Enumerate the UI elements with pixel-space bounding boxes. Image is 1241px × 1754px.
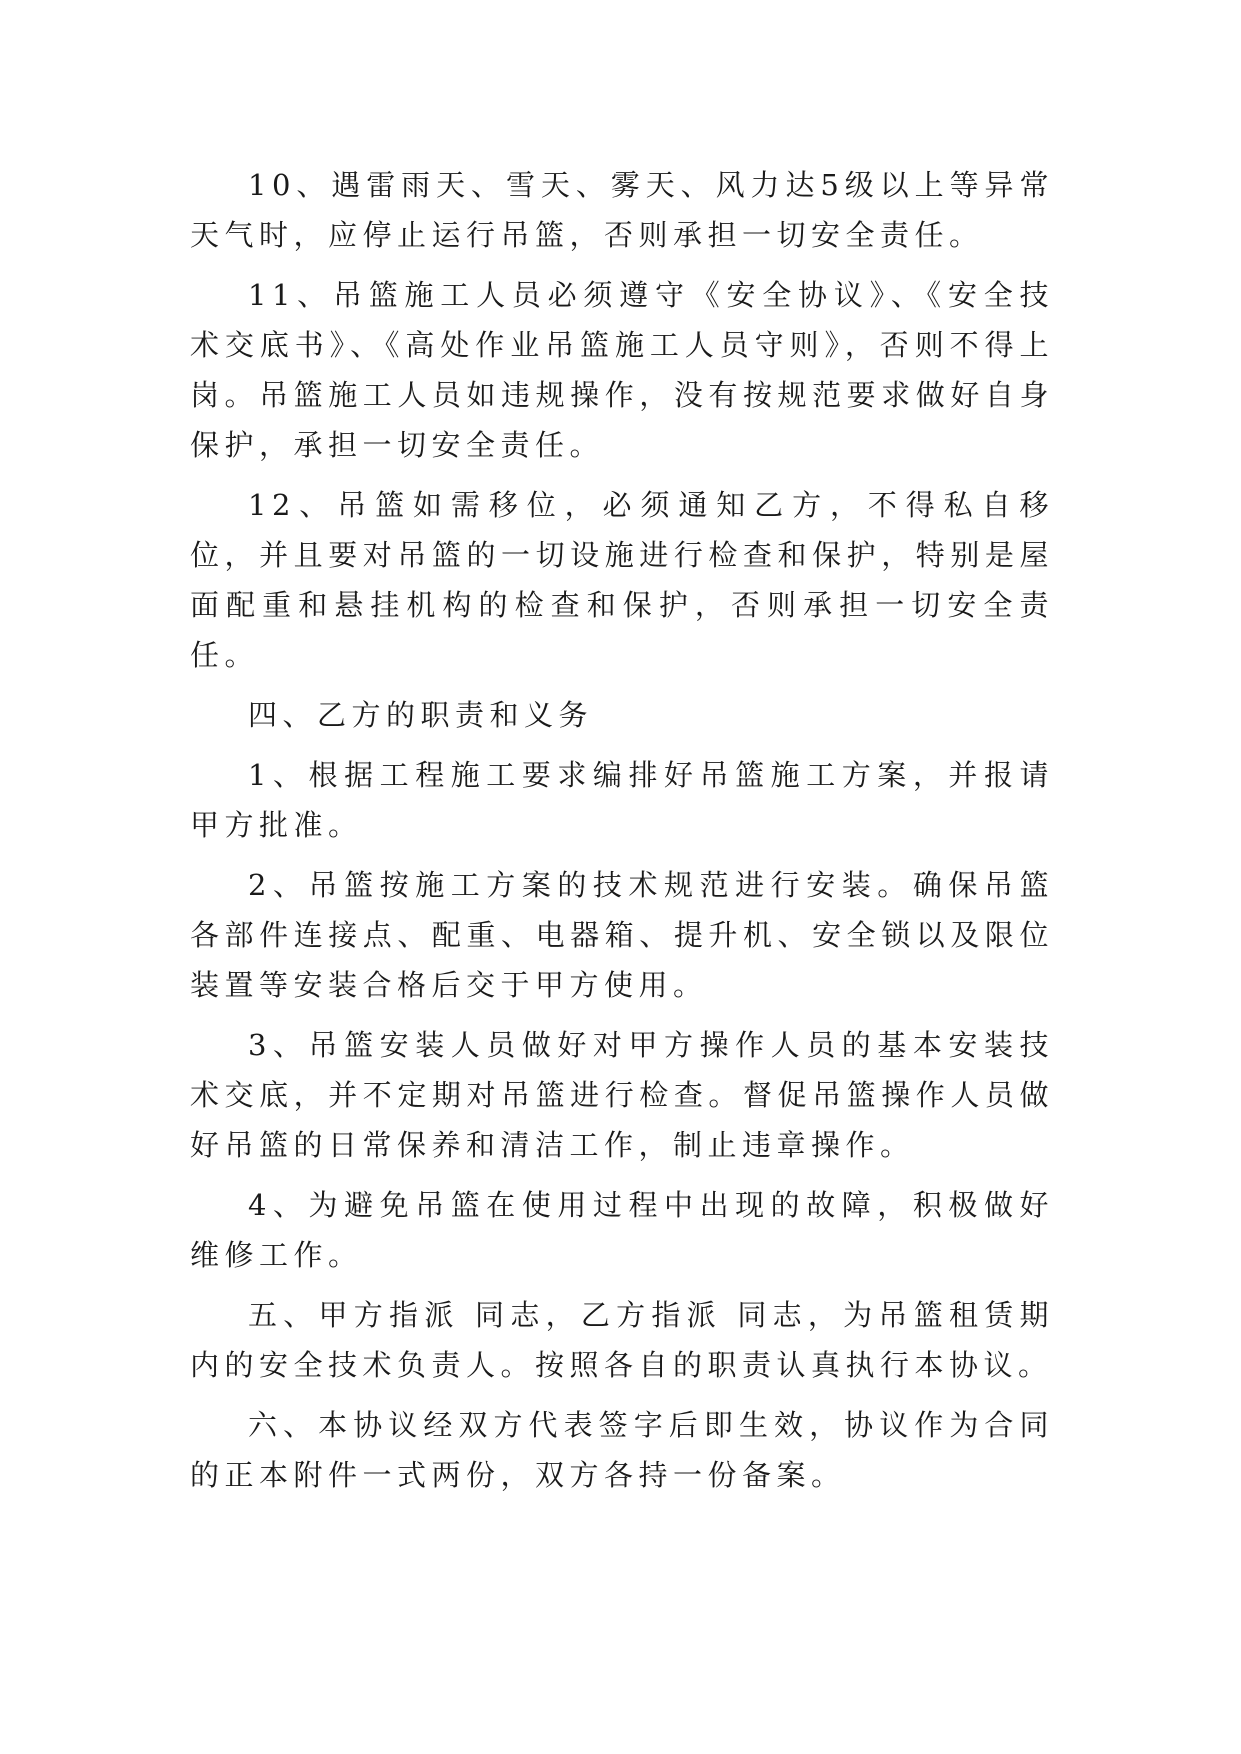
- duty-2-paragraph: 2、吊篮按施工方案的技术规范进行安装。确保吊篮各部件连接点、配重、电器箱、提升机、安全锁以及限位装置等安装合格后交于甲方使用。: [190, 868, 1054, 1002]
- section-5-paragraph: 五、甲方指派 同志，乙方指派 同志，为吊篮租赁期内的安全技术负责人。按照各自的职责认真执行本协议。: [190, 1298, 1054, 1382]
- duty-4-paragraph: 4、为避免吊篮在使用过程中出现的故障，积极做好维修工作。: [190, 1188, 1054, 1272]
- duty-1-paragraph: 1、根据工程施工要求编排好吊篮施工方案，并报请甲方批准。: [190, 758, 1054, 842]
- clause-11-paragraph: 11、吊篮施工人员必须遵守《安全协议》、《安全技术交底书》、《高处作业吊篮施工人员守则》，否则不得上岗。吊篮施工人员如违规操作，没有按规范要求做好自身保护，承担一切安全责任。: [190, 278, 1054, 462]
- section-6-paragraph: 六、本协议经双方代表签字后即生效，协议作为合同的正本附件一式两份，双方各持一份备案。: [190, 1408, 1054, 1492]
- duty-3-paragraph: 3、吊篮安装人员做好对甲方操作人员的基本安装技术交底，并不定期对吊篮进行检查。督促吊篮操作人员做好吊篮的日常保养和清洁工作，制止违章操作。: [190, 1028, 1054, 1162]
- document-page: [190, 160, 1054, 1510]
- clause-12-paragraph: 12、吊篮如需移位，必须通知乙方，不得私自移位，并且要对吊篮的一切设施进行检查和保护，特别是屋面配重和悬挂机构的检查和保护，否则承担一切安全责任。: [190, 488, 1054, 672]
- section-4-heading: 四、乙方的职责和义务: [248, 698, 594, 732]
- clause-10-paragraph: 10、遇雷雨天、雪天、雾天、风力达5级以上等异常天气时，应停止运行吊篮，否则承担一切安全责任。: [190, 168, 1054, 252]
